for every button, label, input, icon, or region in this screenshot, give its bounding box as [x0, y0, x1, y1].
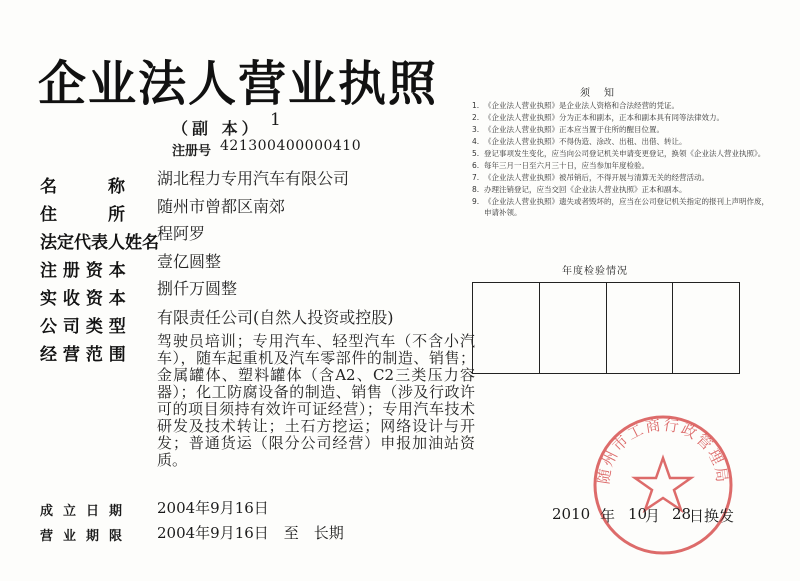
registration-label: 注册号	[172, 144, 212, 159]
business-scope: 驾驶员培训；专用汽车、轻型汽车（不含小汽车），随车起重机及汽车零部件的制造、销售；金属罐体、塑料罐体（含A2、C2三类压力容器）；化工防腐设备的制造、销售（涉及行政许可的项目须持有效许可证经营）；专用汽车技术研发及技术转让；土石方挖运；网络设计与开发；普通货运（限分公司经营）申报加油站资质。	[157, 332, 475, 469]
issue-year-suffix: 年	[600, 507, 616, 525]
svg-text:随州市工商行政管理局: 随州市工商行政管理局	[594, 415, 732, 486]
notice-item: 4. 《企业法人营业执照》不得伪造、涂改、出租、出借、转让。	[472, 137, 687, 146]
issue-note: 换发	[704, 507, 735, 525]
notice-item: 1. 《企业法人营业执照》是企业法人资格和合法经营的凭证。	[472, 101, 679, 110]
field-label-legal-rep: 法定代表人姓名	[40, 233, 159, 253]
notice-item: 2. 《企业法人营业执照》分为正本和副本，正本和副本具有同等法律效力。	[472, 113, 724, 122]
inspection-cell	[540, 283, 607, 373]
field-label-business-scope: 经 营 范 围	[40, 345, 126, 365]
issue-day-suffix: 日	[689, 507, 705, 525]
inspection-title: 年度检验情况	[562, 266, 628, 277]
registered-capital: 壹亿圆整	[157, 252, 222, 271]
field-label-term: 营业期限	[40, 529, 133, 544]
issue-month-suffix: 月	[645, 507, 661, 525]
field-label-paid-capital: 实 收 资 本	[40, 289, 126, 309]
notice-item: 5. 登记事项发生变化，应当向公司登记机关申请变更登记，换领《企业法人营业执照》。	[472, 149, 766, 158]
field-label-name: 名 称	[40, 177, 125, 197]
field-label-registered-capital: 注 册 资 本	[40, 261, 126, 281]
founded-date: 2004年9月16日	[157, 499, 269, 517]
field-label-address: 住 所	[40, 205, 125, 225]
issue-month: 10	[628, 505, 648, 523]
company-type: 有限责任公司(自然人投资或控股)	[157, 308, 394, 327]
inspection-cell	[473, 283, 540, 373]
field-label-company-type: 公 司 类 型	[40, 317, 126, 337]
notice-item: 8. 办理注销登记，应当交回《企业法人营业执照》正本和副本。	[472, 185, 687, 194]
field-label-founded: 成立日期	[40, 504, 133, 519]
inspection-cell	[607, 283, 674, 373]
license-title: 企业法人营业执照	[38, 56, 439, 112]
notice-item: 9. 《企业法人营业执照》遗失或者毁坏的，应当在公司登记机关指定的报刊上声明作废，申请补领。	[472, 197, 769, 217]
copy-number: 1	[270, 110, 281, 130]
company-address: 随州市曾都区南郊	[157, 197, 286, 216]
inspection-table	[472, 282, 740, 374]
issue-year: 2010	[552, 505, 591, 523]
issue-day: 28	[672, 505, 692, 523]
notice-title: 须知	[580, 88, 628, 99]
company-name: 湖北程力专用汽车有限公司	[157, 169, 350, 188]
registration-number: 421300400000410	[220, 138, 362, 154]
business-term: 2004年9月16日 至 长期	[157, 524, 344, 542]
copy-label: （副 本）	[172, 119, 262, 138]
notice-list	[472, 100, 772, 219]
official-seal-icon	[588, 410, 738, 560]
notice-item: 3. 《企业法人营业执照》正本应当置于住所的醒目位置。	[472, 125, 664, 134]
inspection-cell	[673, 283, 739, 373]
notice-item: 7. 《企业法人营业执照》被吊销后，不得开展与清算无关的经营活动。	[472, 173, 709, 182]
paid-in-capital: 捌仟万圆整	[157, 279, 238, 298]
legal-representative: 程阿罗	[157, 224, 206, 243]
notice-item: 6. 每年三月一日至六月三十日，应当参加年度检验。	[472, 161, 649, 170]
